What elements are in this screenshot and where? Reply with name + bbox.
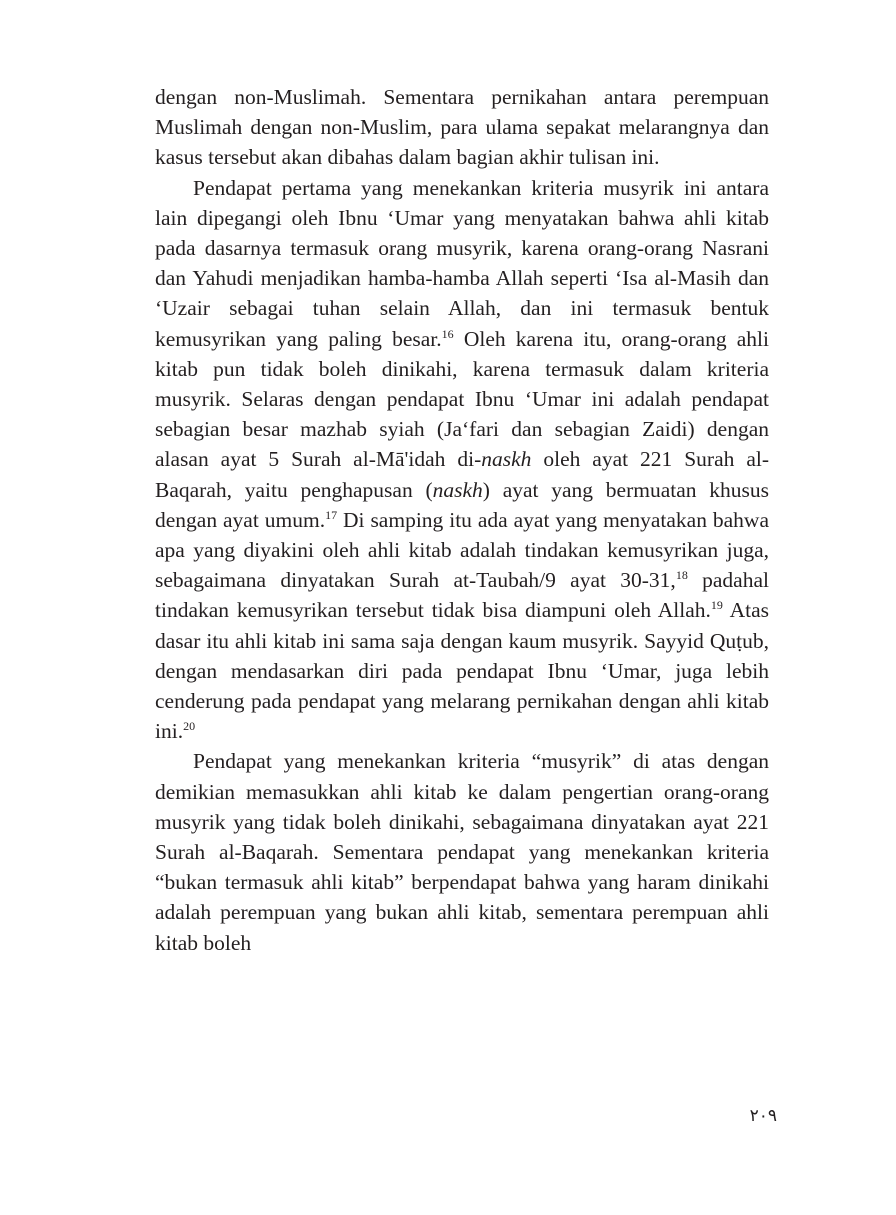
paragraph-text: padahal tindakan kemusyrikan tersebut tidak bisa diampuni oleh Allah. [155, 568, 769, 623]
paragraph-text: dengan non-Muslimah. Sementara pernikahan antara perempuan Muslimah dengan non-Muslim, para ulama sepakat melarangnya dan kasus tersebut akan dibahas dalam bagian akhir tulisan ini. [155, 85, 769, 170]
footnote-marker-18[interactable]: 18 [675, 568, 688, 583]
footnote-marker-20[interactable]: 20 [183, 719, 196, 734]
italic-term: naskh [481, 447, 532, 472]
paragraph-text: Oleh karena itu, orang-orang ahli kitab pun tidak boleh dinikahi, karena termasuk dalam kriteria musyrik. Selaras dengan pendapat Ibnu ‘Umar ini adalah pendapat sebagian besar mazhab syiah (Ja‘fari dan sebagian Zaidi) dengan alasan ayat 5 Surah al-Mā'idah di- [155, 326, 769, 472]
paragraph-text: oleh ayat 221 Surah al-Baqarah, yaitu penghapusan ( [155, 447, 769, 502]
paragraph-text: Pendapat pertama yang menekankan kriteria musyrik ini antara lain dipegangi oleh Ibnu ‘Umar yang menyatakan bahwa ahli kitab pada dasarnya termasuk orang musyrik, karena orang-orang Nasrani dan Yahudi menjadikan hamba-hamba Allah seperti ‘Isa al-Masih dan ‘Uzair sebagai tuhan selain Allah, dan ini termasuk bentuk kemusyrikan yang paling besar. [155, 175, 769, 351]
footnote-marker-17[interactable]: 17 [325, 507, 338, 522]
page-body [155, 82, 769, 958]
footnote-marker-16[interactable]: 16 [441, 326, 454, 341]
paragraph-text: Pendapat yang menekankan kriteria “musyrik” di atas dengan demikian memasukkan ahli kitab ke dalam pengertian orang-orang musyrik yang tidak boleh dinikahi, sebagaimana dinyatakan ayat 221 Surah al-Baqarah. Sementara pendapat yang menekankan kriteria “bukan termasuk ahli kitab” berpendapat bahwa yang haram dinikahi adalah perempuan yang bukan ahli kitab, sementara perempuan ahli kitab boleh [155, 749, 769, 955]
paragraph-3 [155, 746, 769, 957]
paragraph-text: Atas dasar itu ahli kitab ini sama saja dengan kaum musyrik. Sayyid Quṭub, dengan mendasarkan diri pada pendapat Ibnu ‘Umar, juga lebih cenderung pada pendapat yang melarang pernikahan dengan ahli kitab ini. [155, 598, 769, 744]
paragraph-text: ) ayat yang bermuatan khusus dengan ayat umum. [155, 477, 769, 532]
paragraph-2 [155, 173, 769, 747]
footnote-marker-19[interactable]: 19 [710, 598, 723, 613]
italic-term: naskh [432, 477, 483, 502]
paragraph-text: Di samping itu ada ayat yang menyatakan bahwa apa yang diyakini oleh ahli kitab adalah tindakan kemusyrikan juga, sebagaimana dinyatakan Surah at-Taubah/9 ayat 30-31, [155, 507, 769, 593]
page-number: ٢٠٩ [749, 1106, 777, 1126]
paragraph-1 [155, 82, 769, 173]
